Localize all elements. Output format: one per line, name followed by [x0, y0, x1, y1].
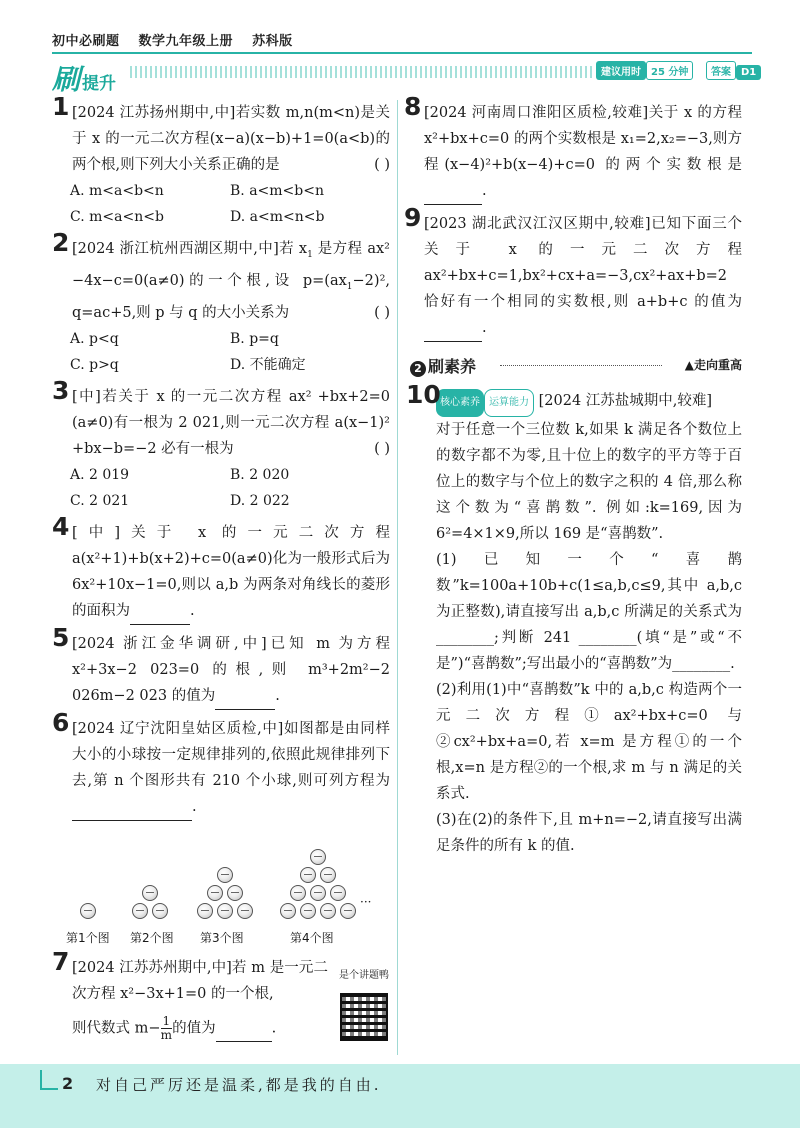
question-text: [2024 辽宁沈阳皇姑区质检,中]如图都是由同样大小的小球按一定规律排列的,依照此规律排列下去,第 n 个图形共有 210 个小球,则可列方程为 — [72, 720, 390, 789]
option-b: B. 2 020 — [230, 466, 290, 483]
figure-label: 第3个图 — [200, 930, 244, 945]
question-source: [2024 江苏盐城期中,较难] — [538, 393, 713, 409]
answer-blank[interactable] — [424, 315, 482, 342]
figure-label: 第1个图 — [66, 930, 110, 945]
answer-paren: ( ) — [374, 440, 390, 457]
option-d: D. 2 022 — [230, 492, 290, 509]
option-c: C. p>q — [70, 356, 119, 373]
qr-code-icon[interactable] — [340, 993, 388, 1041]
ball — [310, 849, 326, 865]
ruler-icon — [40, 1070, 58, 1090]
ball-figures — [58, 829, 390, 947]
page-footer — [0, 1064, 800, 1128]
period: . — [190, 602, 195, 619]
ball — [217, 903, 233, 919]
qr-block[interactable] — [336, 963, 392, 1041]
question-number: 5 — [52, 622, 70, 652]
period: . — [482, 183, 487, 199]
option-a: A. 2 019 — [70, 466, 130, 483]
ball — [132, 903, 148, 919]
option-a: A. p<q — [70, 330, 119, 347]
options — [58, 178, 390, 230]
question-10 — [406, 380, 742, 859]
badge-core: 核心素养 — [436, 389, 484, 417]
question-paragraph: 对于任意一个三位数 k,如果 k 满足各个数位上的数字都不为零,且十位上的数字的平方等于百位上的数字与个位上的数字之积的 4 倍,那么称这个数为“喜鹊数”. 例如:k=169,因为 6²=4×1×9,所以 169 是“喜鹊数”. — [436, 422, 742, 542]
time-value: 25 分钟 — [646, 61, 693, 80]
answer-page: D1 — [736, 65, 761, 80]
section-number-icon: 2 — [410, 361, 426, 377]
question-5 — [52, 622, 390, 710]
ball — [300, 867, 316, 883]
question-4 — [52, 511, 390, 625]
fraction — [161, 1015, 173, 1042]
question-text: [2024 江苏苏州期中,中]若 m 是一元二次方程 x²−3x+1=0 的一个根, — [72, 959, 328, 1002]
frac-denominator: m — [160, 1027, 173, 1042]
header-rule — [52, 52, 752, 54]
ball — [290, 885, 306, 901]
answer-blank[interactable] — [130, 598, 190, 625]
question-number: 1 — [52, 92, 70, 121]
section-title-text: 刷素养 — [428, 357, 477, 376]
option-d: D. 不能确定 — [230, 356, 306, 373]
period: . — [482, 320, 487, 336]
options — [58, 462, 390, 514]
subscript: 1 — [307, 249, 313, 260]
question-8 — [404, 92, 742, 205]
ball — [142, 885, 158, 901]
section-dotted-line — [500, 365, 662, 366]
ball — [320, 867, 336, 883]
ball — [152, 903, 168, 919]
time-box — [596, 61, 693, 80]
frac-numerator: 1 — [162, 1013, 171, 1028]
option-b: B. p=q — [230, 330, 279, 347]
ball — [330, 885, 346, 901]
section-header-suyang — [410, 352, 742, 380]
period: . — [271, 1020, 277, 1037]
answer-blank[interactable] — [72, 794, 192, 821]
footer-motto: 对自己严厉还是温柔,都是我的自由. — [96, 1076, 382, 1094]
column-divider — [397, 100, 398, 1055]
question-1 — [52, 92, 390, 230]
ball — [197, 903, 213, 919]
question-part-1: (1)已知一个“喜鹊数”k=100a+10b+c(1≤a,b,c≤9,其中 a,b,c 为正整数),请直接写出 a,b,c 所满足的关系式为________;判断 241 ________(填“是”或“不是”)“喜鹊数”;写出最小的“喜鹊数”为________. — [436, 552, 742, 672]
option-c: C. m<a<n<b — [70, 209, 164, 225]
ball — [320, 903, 336, 919]
answer-ref — [706, 61, 761, 80]
answer-paren: ( ) — [374, 157, 390, 173]
options — [58, 326, 390, 378]
question-number: 8 — [404, 92, 422, 121]
ball — [280, 903, 296, 919]
option-b: B. a<m<b<n — [230, 183, 324, 199]
ball — [207, 885, 223, 901]
figure-label: 第2个图 — [130, 930, 174, 945]
answer-paren: ( ) — [374, 304, 390, 321]
question-2 — [52, 228, 390, 378]
question-number: 3 — [52, 375, 70, 405]
ellipsis: ··· — [360, 894, 372, 909]
question-text: [2023 湖北武汉江汉区期中,较难]已知下面三个关于 x 的一元二次方程 ax²+bx+c=1,bx²+cx+a=−3,cx²+ax+b=2 恰好有一个相同的实数根,则 a+b+c 的值为 — [424, 216, 742, 310]
time-label: 建议用时 — [596, 61, 646, 80]
subject-name: 数学九年级上册 — [138, 34, 234, 49]
period: . — [192, 798, 197, 815]
answer-label: 答案 — [706, 61, 736, 80]
question-number: 9 — [404, 203, 422, 232]
question-3 — [52, 375, 390, 514]
question-text: [2024 浙江金华调研,中]已知 m 为方程 x²+3x−2 023=0 的根,则 m³+2m²−2 026m−2 023 的值为 — [72, 635, 390, 704]
question-number: 6 — [52, 707, 70, 737]
answer-blank[interactable] — [424, 178, 482, 205]
question-9 — [404, 203, 742, 342]
question-text: [2024 江苏扬州期中,中]若实数 m,n(m<n)是关于 x 的一元二次方程(x−a)(x−b)+1=0(a<b)的两个根,则下列大小关系正确的是 — [72, 105, 390, 173]
section-big-char: 刷 — [52, 63, 81, 96]
edition-name: 苏科版 — [252, 34, 293, 49]
left-column — [52, 92, 390, 1048]
question-text: 是方程 ax² −4x−c=0(a≠0)的一个根,设 p=(ax — [72, 241, 390, 289]
question-part-3: (3)在(2)的条件下,且 m+n=−2,请直接写出满足条件的所有 k 的值. — [436, 812, 742, 854]
figure-label: 第4个图 — [290, 930, 334, 945]
question-text: −2)², q=ac+5,则 p 与 q 的大小关系为 — [72, 272, 390, 321]
question-7 — [52, 946, 390, 1043]
section-small-label: 提升 — [82, 74, 117, 94]
page-number: 2 — [62, 1074, 74, 1093]
series-name: 初中必刷题 — [52, 34, 120, 49]
answer-blank[interactable] — [215, 683, 275, 710]
question-text: [2024 浙江杭州西湖区期中,中]若 x — [72, 241, 308, 257]
question-text: 则代数式 m− — [72, 1020, 161, 1037]
question-number: 7 — [52, 946, 70, 976]
dotted-band — [130, 66, 592, 78]
question-6 — [52, 707, 390, 947]
option-c: C. 2 021 — [70, 492, 130, 509]
question-text: [2024 河南周口淮阳区质检,较难]关于 x 的方程 x²+bx+c=0 的两个实数根是 x₁=2,x₂=−3,则方程(x−4)²+b(x−4)+c=0 的两个实数根是 — [424, 105, 742, 173]
ball — [80, 903, 96, 919]
question-text: 的值为 — [172, 1020, 216, 1037]
question-text: [中]若关于 x 的一元二次方程 ax² +bx+2=0 (a≠0)有一根为 2 021,则一元二次方程 a(x−1)² +bx−b=−2 必有一根为 — [72, 388, 390, 457]
ball — [310, 885, 326, 901]
answer-blank[interactable] — [216, 1015, 272, 1042]
section-title — [410, 354, 476, 377]
badge-skill: 运算能力 — [484, 389, 534, 417]
subscript: 1 — [346, 281, 353, 292]
question-text: [中]关于 x 的一元二次方程 a(x²+1)+b(x+2)+c=0(a≠0)化为一般形式后为 6x²+10x−1=0,则以 a,b 为两条对角线长的菱形的面积为 — [72, 524, 390, 619]
section-right-label — [685, 356, 742, 373]
ball — [340, 903, 356, 919]
question-number: 10 — [406, 380, 441, 409]
section-right-text: 走向重高 — [693, 358, 742, 372]
qr-label: 是个讲题鸭 — [339, 969, 389, 981]
question-number: 2 — [52, 228, 70, 257]
book-header — [52, 30, 307, 49]
option-d: D. a<m<n<b — [230, 209, 325, 225]
trophy-icon: ▲ — [684, 358, 694, 372]
ball — [227, 885, 243, 901]
right-column — [404, 92, 742, 865]
ball — [217, 867, 233, 883]
question-part-2: (2)利用(1)中“喜鹊数”k 中的 a,b,c 构造两个一元二次方程①ax²+bx+c=0 与②cx²+bx+a=0,若 x=m 是方程①的一个根,x=n 是方程②的一个根,求 m 与 n 满足的关系式. — [436, 682, 742, 802]
ball — [300, 903, 316, 919]
period: . — [275, 687, 280, 704]
question-number: 4 — [52, 511, 70, 541]
option-a: A. m<a<b<n — [70, 183, 164, 199]
ball — [237, 903, 253, 919]
